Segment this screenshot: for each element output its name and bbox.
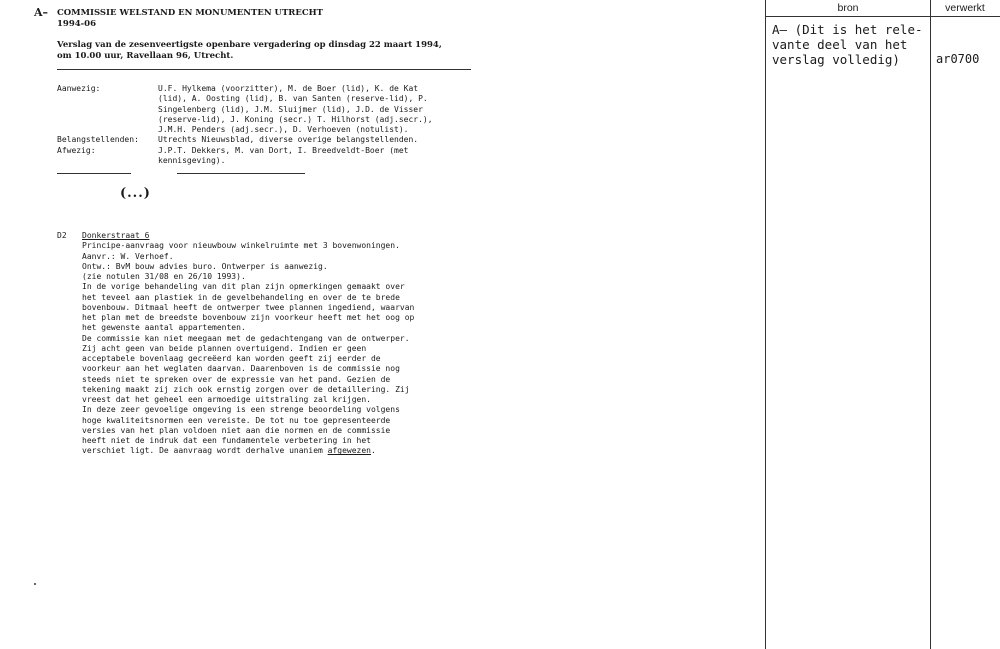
bron-column <box>765 0 931 649</box>
item-line: bovenbouw. Ditmaal heeft de ontwerper twee plannen ingediend, waarvan <box>82 302 415 312</box>
report-title-line-2: om 10.00 uur, Ravellaan 96, Utrecht. <box>57 51 234 61</box>
present-line: J.M.H. Penders (adj.secr.), D. Verhoeven (notulist). <box>158 125 409 135</box>
interested-list <box>158 135 478 145</box>
item-line: het plan met de breedste bovenbouw zijn voorkeur heeft met het oog op <box>82 313 415 322</box>
org-title: COMMISSIE WELSTAND EN MONUMENTEN UTRECHT <box>57 8 323 18</box>
present-row <box>57 84 478 135</box>
absent-label: Afwezig: <box>57 145 96 155</box>
present-line: U.F. Hylkema (voorzitter), M. de Boer (lid), K. de Kat <box>158 84 419 93</box>
item-line: het gewenste aantal appartementen. <box>82 323 246 333</box>
interested-row <box>57 135 478 145</box>
absent-row <box>57 146 478 167</box>
item-code: D2 <box>57 231 67 240</box>
verwerkt-code: ar0700 <box>936 52 980 66</box>
attendance-divider-right <box>177 173 305 174</box>
item-line: het teveel aan plastiek in de gevelbehandeling en over de te brede <box>82 292 400 302</box>
absent-line: kennisgeving). <box>158 156 226 166</box>
item-heading: Donkerstraat 6 <box>82 231 150 240</box>
item-line: In deze zeer gevoelige omgeving is een strenge beoordeling volgens <box>82 405 400 415</box>
interested-line: Utrechts Nieuwsblad, diverse overige belangstellenden. <box>158 135 419 145</box>
scan-speck <box>34 583 36 585</box>
item-line: Aanvr.: W. Verhoef. <box>82 251 174 261</box>
present-list <box>158 84 478 135</box>
item-line: hoge kwaliteitsnormen een vereiste. De tot nu toe gepresenteerde <box>82 415 391 425</box>
bron-line: verslag volledig) <box>772 52 900 67</box>
verwerkt-column <box>930 0 1000 649</box>
present-label: Aanwezig: <box>57 84 101 93</box>
interested-label: Belangstellenden: <box>57 135 139 145</box>
last-line-period: . <box>371 446 376 456</box>
absent-line: J.P.T. Dekkers, M. van Dort, I. Breedveldt-Boer (met <box>158 145 409 155</box>
verwerkt-header: verwerkt <box>930 0 1000 17</box>
item-line: acceptabele bovenlaag gecreëerd kan worden geeft zij eerder de <box>82 354 381 363</box>
decision-word: afgewezen <box>327 446 371 456</box>
item-line: De commissie kan niet meegaan met de gedachtengang van de ontwerper. <box>82 333 410 343</box>
year-reference: 1994-06 <box>57 19 97 29</box>
item-line: versies van het plan voldoen niet aan die normen en de commissie <box>82 425 391 435</box>
bron-note <box>772 22 923 67</box>
present-line: Singelenberg (lid), J.M. Sluijmer (lid), J.D. de Visser <box>158 104 423 114</box>
attendance-divider-left <box>57 173 131 174</box>
bron-line: vante deel van het <box>772 37 908 52</box>
item-last-line <box>82 446 482 456</box>
last-line-text: verschiet ligt. De aanvraag wordt derhalve unaniem <box>82 446 328 456</box>
item-line: In de vorige behandeling van dit plan zijn opmerkingen gemaakt over <box>82 282 405 292</box>
item-line: tekening maakt zij zich ook ernstig zorgen over de detaillering. Zij <box>82 384 410 394</box>
item-line: Ontw.: BvM bouw advies buro. Ontwerper is aanwezig. <box>82 261 328 271</box>
item-line: Principe-aanvraag voor nieuwbouw winkelruimte met 3 bovenwoningen. <box>82 241 400 251</box>
present-line: (reserve-lid), J. Koning (secr.) T. Hilhorst (adj.secr.), <box>158 114 433 124</box>
report-title-line-1: Verslag van de zesenveertigste openbare vergadering op dinsdag 22 maart 1994, <box>57 40 442 50</box>
header-divider <box>57 69 471 70</box>
item-line: voorkeur aan het weglaten daarvan. Daarenboven is de commissie nog <box>82 364 400 374</box>
absent-list <box>158 146 478 167</box>
bron-line: A– (Dit is het rele- <box>772 22 923 37</box>
item-line: vreest dat het geheel een armoedige uitstraling zal krijgen. <box>82 395 371 404</box>
bron-header: bron <box>766 0 930 17</box>
item-line: heeft niet de indruk dat een fundamentele verbetering in het <box>82 436 371 445</box>
source-marker: A– <box>34 6 49 19</box>
present-line: (lid), A. Oosting (lid), B. van Santen (reserve-lid), P. <box>158 94 428 104</box>
omission-ellipsis: (...) <box>120 186 151 201</box>
item-line: steeds niet te spreken over de expressie van het pand. Gezien de <box>82 374 391 384</box>
item-line: Zij acht geen van beide plannen overtuigend. Indien er geen <box>82 343 367 353</box>
item-body <box>82 231 482 457</box>
attendance-block <box>57 84 478 166</box>
item-line: (zie notulen 31/08 en 26/10 1993). <box>82 272 246 281</box>
